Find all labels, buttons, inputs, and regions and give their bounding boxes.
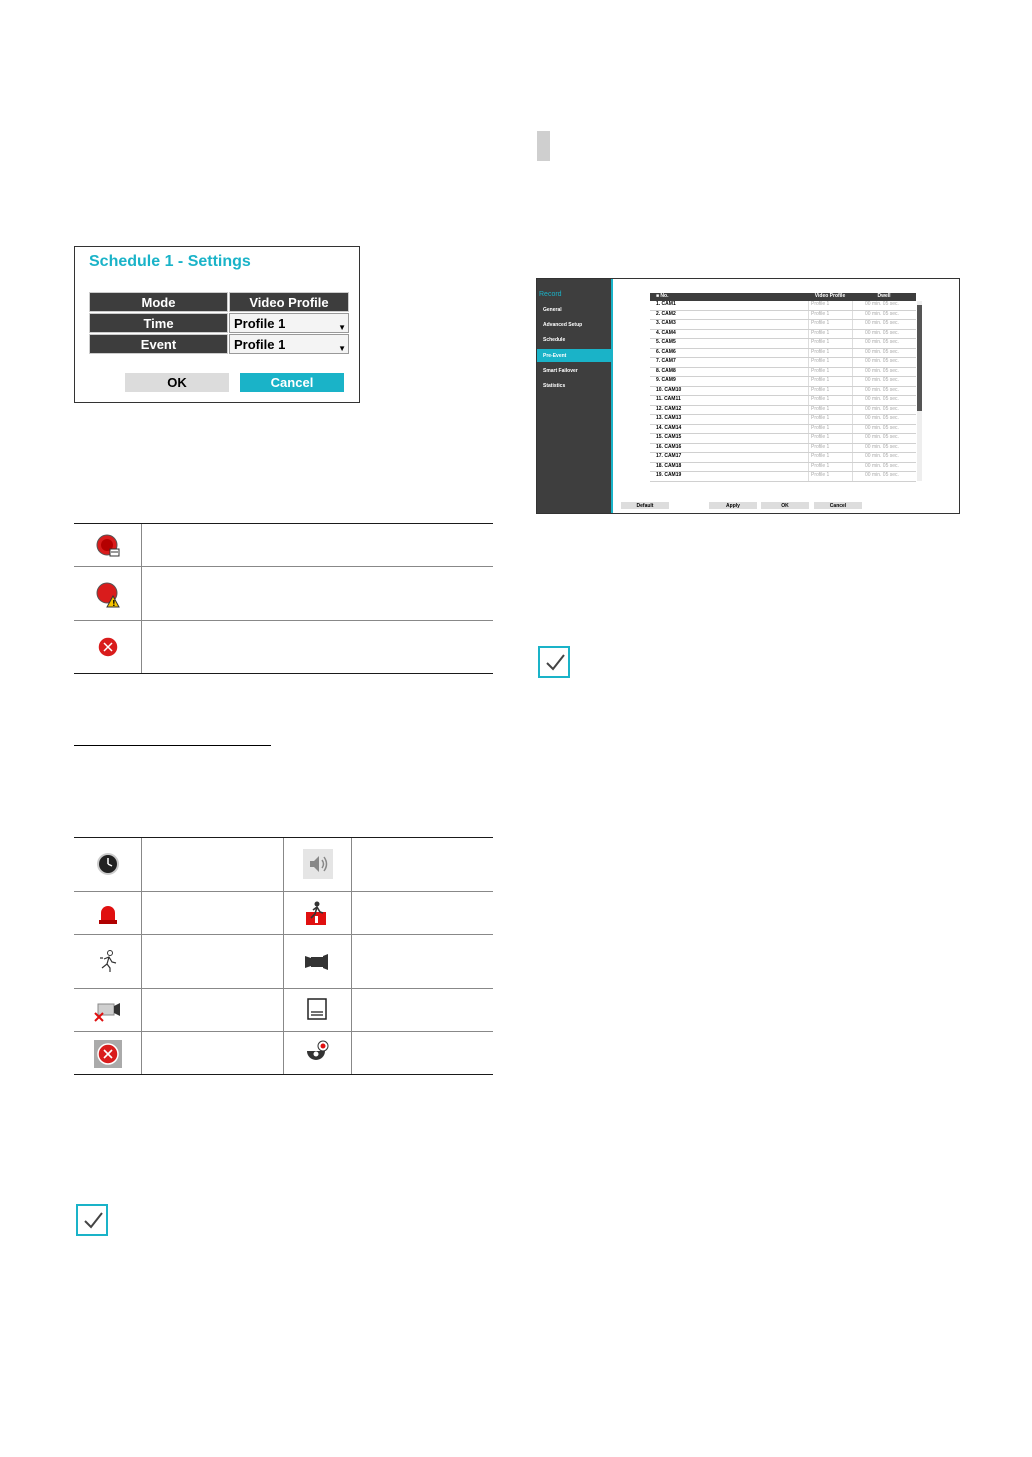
camera-name: 9. CAM9 xyxy=(656,377,676,383)
table-header xyxy=(650,293,916,301)
dwell-select[interactable]: 00 min. 05 sec. xyxy=(852,339,916,348)
camera-name: 3. CAM3 xyxy=(656,320,676,326)
camera-name: 10. CAM10 xyxy=(656,386,682,393)
video-profile-select[interactable]: Profile 1 xyxy=(808,406,852,415)
column-dwell: Dwell xyxy=(877,293,891,299)
divider xyxy=(74,620,493,621)
select-all-checkbox[interactable]: ■ xyxy=(656,293,661,299)
audio-icon xyxy=(303,849,333,884)
video-profile-select[interactable]: Profile 1 xyxy=(808,396,852,405)
dwell-select[interactable]: 00 min. 05 sec. xyxy=(852,377,916,386)
table-row[interactable] xyxy=(650,434,916,444)
dwell-select[interactable]: 00 min. 05 sec. xyxy=(852,387,916,396)
tampering-icon xyxy=(303,952,329,977)
column-video-profile: Video Profile xyxy=(814,293,846,299)
divider xyxy=(74,566,493,567)
table-scrollbar[interactable] xyxy=(917,301,922,481)
sidebar-item-advanced-setup[interactable]: Advanced Setup xyxy=(543,322,583,328)
event-profile-select[interactable] xyxy=(229,334,349,354)
camera-name: 1. CAM1 xyxy=(656,301,676,307)
record-warning-icon xyxy=(95,581,121,614)
video-profile-select[interactable]: Profile 1 xyxy=(808,444,852,453)
ok-button[interactable]: OK xyxy=(761,502,809,509)
video-profile-select[interactable]: Profile 1 xyxy=(808,339,852,348)
camera-table xyxy=(650,293,916,482)
table-row[interactable] xyxy=(650,301,916,311)
video-profile-header: Video Profile xyxy=(229,292,349,312)
dwell-select[interactable]: 00 min. 05 sec. xyxy=(852,453,916,462)
table-row[interactable] xyxy=(650,453,916,463)
chevron-down-icon: ▼ xyxy=(338,344,346,353)
dwell-select[interactable]: 00 min. 05 sec. xyxy=(852,330,916,339)
ok-button[interactable]: OK xyxy=(125,373,229,392)
dwell-select[interactable]: 00 min. 05 sec. xyxy=(852,349,916,358)
section-marker xyxy=(537,131,550,161)
sidebar-header: Record xyxy=(539,291,562,298)
sidebar-item-smart-failover[interactable]: Smart Failover xyxy=(543,368,578,374)
dwell-select[interactable]: 00 min. 05 sec. xyxy=(852,415,916,424)
mode-header: Mode xyxy=(89,292,228,312)
video-profile-select[interactable]: Profile 1 xyxy=(808,472,852,481)
video-profile-select[interactable]: Profile 1 xyxy=(808,463,852,472)
motion-red-icon xyxy=(305,900,327,931)
video-profile-select[interactable]: Profile 1 xyxy=(808,425,852,434)
dwell-select[interactable]: 00 min. 05 sec. xyxy=(852,311,916,320)
camera-name: 8. CAM8 xyxy=(656,367,676,374)
time-profile-select[interactable] xyxy=(229,313,349,333)
camera-event-icon xyxy=(304,1040,330,1071)
error-icon xyxy=(94,1040,122,1073)
camera-name: 4. CAM4 xyxy=(656,329,676,336)
camera-name: 6. CAM6 xyxy=(656,348,676,355)
column-divider xyxy=(141,524,142,673)
sidebar-item-statistics[interactable]: Statistics xyxy=(543,383,566,389)
camera-name: 16. CAM16 xyxy=(656,443,682,450)
video-profile-select[interactable]: Profile 1 xyxy=(808,387,852,396)
dwell-select[interactable]: 00 min. 05 sec. xyxy=(852,463,916,472)
column-divider xyxy=(283,838,284,1074)
time-profile-value: Profile 1 xyxy=(234,315,286,331)
note-checkmark-icon xyxy=(76,1204,108,1236)
camera-name: 15. CAM15 xyxy=(656,434,682,440)
column-no[interactable] xyxy=(650,293,808,301)
column-divider xyxy=(141,838,142,1074)
sidebar-item-schedule[interactable]: Schedule xyxy=(543,337,566,343)
table-row[interactable] xyxy=(650,368,916,378)
camera-name: 13. CAM13 xyxy=(656,415,682,421)
table-row[interactable] xyxy=(650,387,916,397)
event-profile-value: Profile 1 xyxy=(234,336,286,352)
sidebar-item-general[interactable]: General xyxy=(543,307,562,313)
scrollbar-thumb[interactable] xyxy=(917,305,922,411)
schedule-settings-dialog xyxy=(74,246,360,403)
cancel-button[interactable]: Cancel xyxy=(814,502,862,509)
video-profile-select[interactable]: Profile 1 xyxy=(808,330,852,339)
section-underline xyxy=(74,745,271,746)
camera-name: 17. CAM17 xyxy=(656,453,682,459)
camera-name: 11. CAM11 xyxy=(656,396,681,402)
video-profile-select[interactable]: Profile 1 xyxy=(808,434,852,443)
chevron-down-icon: ▼ xyxy=(338,323,346,332)
sidebar-item-pre-event[interactable]: Pre-Event xyxy=(543,353,567,359)
camera-name: 14. CAM14 xyxy=(656,424,682,431)
dwell-select[interactable]: 00 min. 05 sec. xyxy=(852,444,916,453)
time-icon xyxy=(96,852,120,881)
table-row[interactable] xyxy=(650,425,916,435)
dwell-select[interactable]: 00 min. 05 sec. xyxy=(852,358,916,367)
camera-name: 2. CAM2 xyxy=(656,310,676,317)
dwell-select[interactable]: 00 min. 05 sec. xyxy=(852,425,916,434)
video-profile-select[interactable]: Profile 1 xyxy=(808,368,852,377)
dialog-grid xyxy=(89,292,349,355)
table-row[interactable] xyxy=(650,377,916,387)
dwell-select[interactable]: 00 min. 05 sec. xyxy=(852,472,916,481)
note-checkmark-icon xyxy=(538,646,570,678)
video-profile-select[interactable]: Profile 1 xyxy=(808,453,852,462)
text-in-icon xyxy=(306,998,328,1025)
dwell-select[interactable]: 00 min. 05 sec. xyxy=(852,396,916,405)
camera-name: 19. CAM19 xyxy=(656,472,682,478)
table-row[interactable] xyxy=(650,406,916,416)
cancel-button[interactable]: Cancel xyxy=(240,373,344,392)
table-row[interactable] xyxy=(650,415,916,425)
table-row[interactable] xyxy=(650,349,916,359)
dialog-title: Schedule 1 - Settings xyxy=(89,253,251,270)
record-sidebar xyxy=(537,279,611,513)
dwell-select[interactable]: 00 min. 05 sec. xyxy=(852,320,916,329)
event-label: Event xyxy=(89,334,228,354)
record-setup-screenshot xyxy=(536,278,960,514)
camera-name: 18. CAM18 xyxy=(656,462,682,469)
table-row[interactable] xyxy=(650,330,916,340)
sidebar-accent xyxy=(611,279,613,513)
video-profile-select[interactable]: Profile 1 xyxy=(808,301,852,310)
svg-text:!: ! xyxy=(112,599,116,608)
dwell-select[interactable]: 00 min. 05 sec. xyxy=(852,368,916,377)
default-button[interactable]: Default xyxy=(621,502,669,509)
column-divider xyxy=(351,838,352,1074)
dwell-select[interactable]: 00 min. 05 sec. xyxy=(852,301,916,310)
apply-button[interactable]: Apply xyxy=(709,502,757,509)
camera-name: 12. CAM12 xyxy=(656,405,682,412)
table-row[interactable] xyxy=(650,463,916,473)
record-failure-icon xyxy=(96,635,120,664)
video-profile-select[interactable]: Profile 1 xyxy=(808,320,852,329)
video-profile-select[interactable]: Profile 1 xyxy=(808,311,852,320)
table-row[interactable] xyxy=(650,311,916,321)
table-bottom-rule xyxy=(74,673,493,674)
video-profile-select[interactable]: Profile 1 xyxy=(808,349,852,358)
time-label: Time xyxy=(89,313,228,333)
video-profile-select[interactable]: Profile 1 xyxy=(808,377,852,386)
table-row[interactable] xyxy=(650,396,916,406)
dwell-select[interactable]: 00 min. 05 sec. xyxy=(852,434,916,443)
table-bottom-rule xyxy=(74,1074,493,1075)
video-profile-select[interactable]: Profile 1 xyxy=(808,358,852,367)
dwell-select[interactable]: 00 min. 05 sec. xyxy=(852,406,916,415)
table-row[interactable] xyxy=(650,320,916,330)
column-no-label: No. xyxy=(660,293,669,299)
record-panic-icon xyxy=(95,533,121,564)
camera-name: 7. CAM7 xyxy=(656,358,676,364)
motion-icon xyxy=(97,949,119,978)
table-row[interactable] xyxy=(650,339,916,349)
table-row[interactable] xyxy=(650,472,916,482)
alarm-icon xyxy=(97,903,119,930)
table-row[interactable] xyxy=(650,444,916,454)
camera-name: 5. CAM5 xyxy=(656,339,676,345)
table-row[interactable] xyxy=(650,358,916,368)
video-loss-icon xyxy=(94,1000,122,1027)
video-profile-select[interactable]: Profile 1 xyxy=(808,415,852,424)
table-top-rule xyxy=(74,523,493,524)
